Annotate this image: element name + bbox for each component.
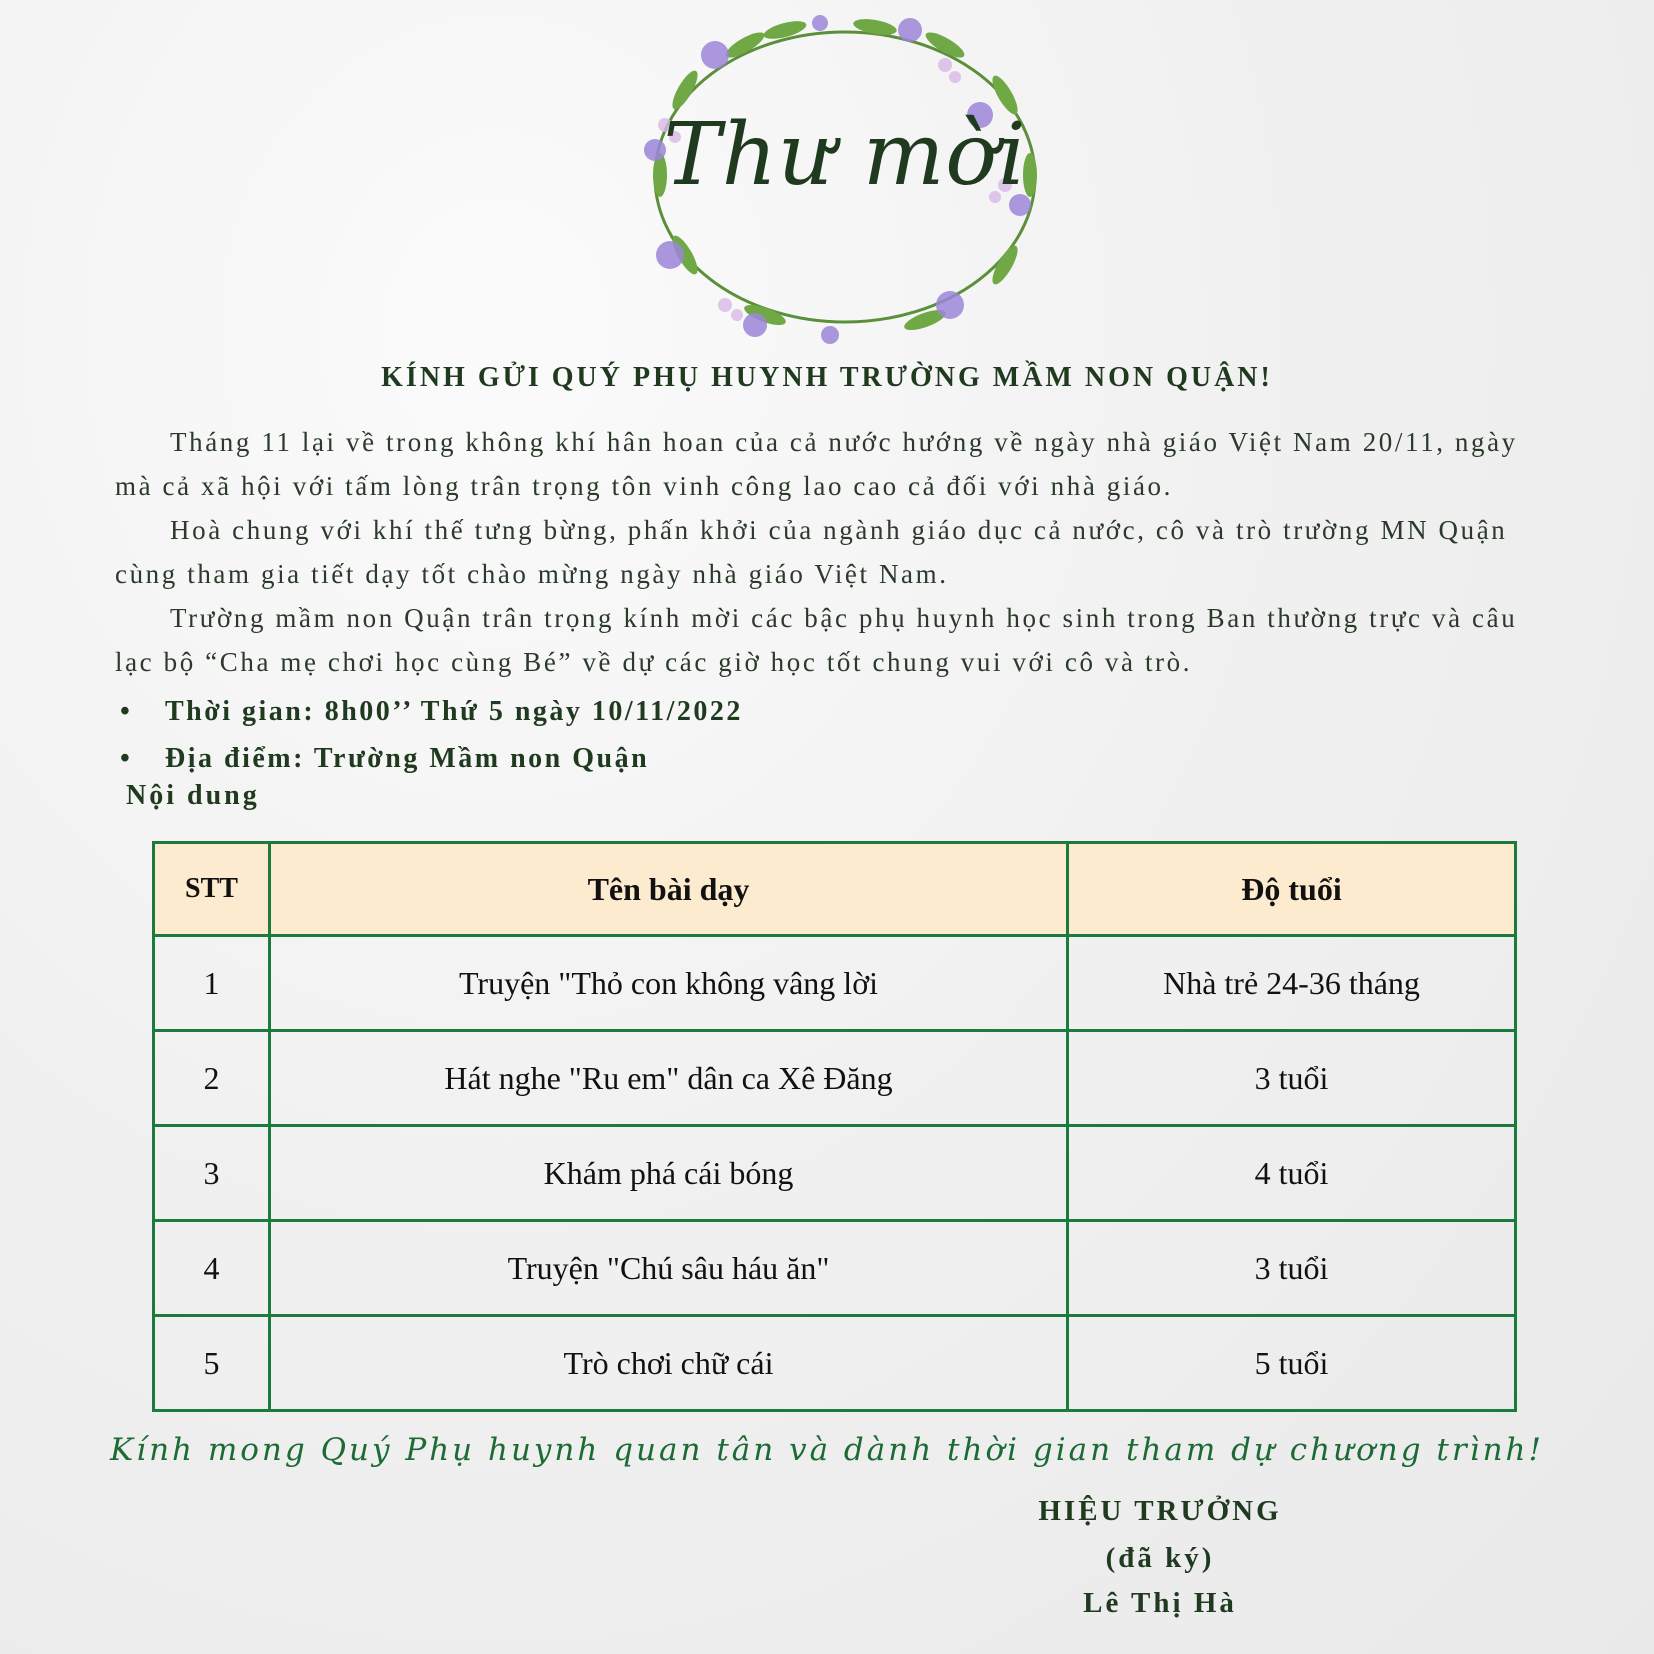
addressee-heading: KÍNH GỬI QUÝ PHỤ HUYNH TRƯỜNG MẦM NON QUẬN!: [381, 362, 1273, 393]
invitation-body: [115, 420, 1535, 684]
cell-lesson: Khám phá cái bóng: [270, 1126, 1068, 1221]
bullet-icon: •: [120, 743, 133, 774]
event-details-list: [120, 688, 743, 782]
event-time: • Thời gian: 8h00’’ Thứ 5 ngày 10/11/2022: [120, 688, 743, 735]
cell-age: Nhà trẻ 24-36 tháng: [1068, 936, 1516, 1031]
cell-age: 3 tuổi: [1068, 1221, 1516, 1316]
invitation-title: Thư mời: [663, 105, 1027, 205]
cell-age: 4 tuổi: [1068, 1126, 1516, 1221]
header-lesson-name: Tên bài dạy: [270, 843, 1068, 936]
table-row: [154, 1031, 1516, 1126]
cell-stt: 3: [154, 1126, 270, 1221]
cell-lesson: Hát nghe "Ru em" dân ca Xê Đăng: [270, 1031, 1068, 1126]
cell-age: 3 tuổi: [1068, 1031, 1516, 1126]
lessons-table: [152, 841, 1517, 1412]
cell-lesson: Trò chơi chữ cái: [270, 1316, 1068, 1411]
paragraph: Tháng 11 lại về trong không khí hân hoan của cả nước hướng về ngày nhà giáo Việt Nam 20/11, ngày mà cả xã hội với tấm lòng trân trọng tôn vinh công lao cao cả đối với nhà giáo.: [115, 427, 1518, 501]
header-stt: STT: [154, 843, 270, 936]
content-label: Nội dung: [126, 780, 260, 811]
table-row: [154, 1126, 1516, 1221]
signer-name: Lê Thị Hà: [1083, 1587, 1237, 1619]
paragraph: Trường mầm non Quận trân trọng kính mời các bậc phụ huynh học sinh trong Ban thường trực và câu lạc bộ “Cha mẹ chơi học cùng Bé” về dự các giờ học tốt chung vui với cô và trò.: [115, 603, 1518, 677]
cell-lesson: Truyện "Chú sâu háu ăn": [270, 1221, 1068, 1316]
cell-age: 5 tuổi: [1068, 1316, 1516, 1411]
header-age: Độ tuổi: [1068, 843, 1516, 936]
table-row: [154, 936, 1516, 1031]
cell-stt: 5: [154, 1316, 270, 1411]
bullet-icon: •: [120, 696, 133, 727]
signer-role: HIỆU TRƯỞNG: [1038, 1495, 1282, 1527]
event-location: • Địa điểm: Trường Mầm non Quận: [120, 735, 743, 782]
cell-lesson: Truyện "Thỏ con không vâng lời: [270, 936, 1068, 1031]
table-row: [154, 1316, 1516, 1411]
cell-stt: 2: [154, 1031, 270, 1126]
table-row: [154, 1221, 1516, 1316]
signature-status: (đã ký): [1105, 1542, 1215, 1574]
table-header-row: [154, 843, 1516, 936]
cell-stt: 4: [154, 1221, 270, 1316]
cell-stt: 1: [154, 936, 270, 1031]
paragraph: Hoà chung với khí thế tưng bừng, phấn khởi của ngành giáo dục cả nước, cô và trò trường MN Quận cùng tham gia tiết dạy tốt chào mừng ngày nhà giáo Việt Nam.: [115, 515, 1508, 589]
closing-message: Kính mong Quý Phụ huynh quan tân và dành thời gian tham dự chương trình!: [110, 1432, 1544, 1468]
